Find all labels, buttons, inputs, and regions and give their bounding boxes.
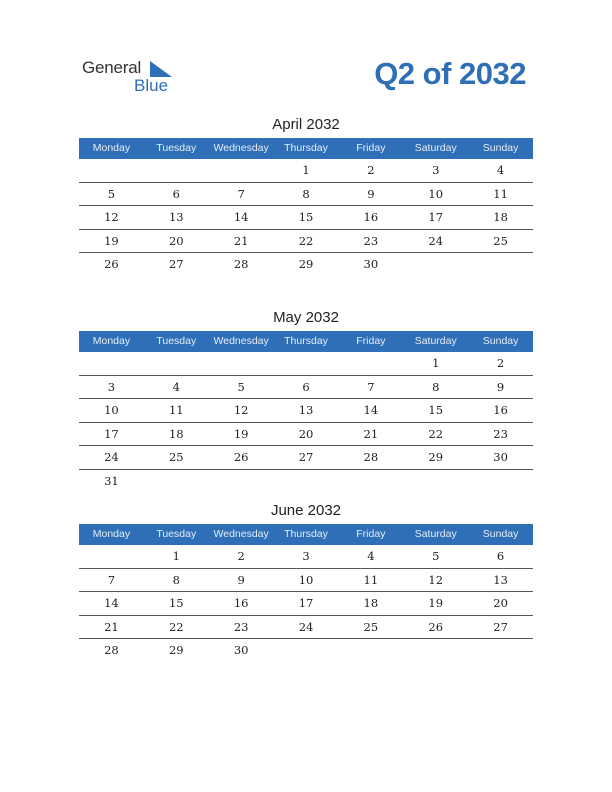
weekday-label: Saturday (414, 142, 457, 154)
week-row (79, 470, 533, 493)
day-cell: 9 (496, 379, 505, 394)
day-cell: 29 (428, 450, 444, 465)
day-cell: 6 (172, 186, 180, 201)
day-cell: 23 (363, 233, 379, 248)
day-cell (144, 352, 209, 375)
weekday-header-row (79, 138, 533, 159)
day-cell (468, 470, 533, 493)
day-cell: 15 (428, 403, 444, 418)
weekday-label: Tuesday (156, 528, 197, 540)
day-cell (338, 639, 403, 662)
day-cell (468, 253, 533, 276)
month-title: May 2032 (273, 309, 339, 326)
day-cell: 4 (496, 163, 505, 177)
day-cell: 2 (237, 549, 245, 563)
day-cell: 25 (168, 450, 184, 465)
day-cell: 31 (104, 473, 119, 488)
weekday-label: Monday (92, 335, 131, 347)
weekday-label: Tuesday (156, 142, 197, 154)
day-cell: 12 (104, 210, 119, 225)
month-title: June 2032 (270, 502, 342, 519)
day-cell: 20 (298, 426, 314, 441)
day-cell: 28 (104, 643, 119, 658)
day-cell: 19 (428, 596, 444, 611)
day-cell: 15 (298, 210, 314, 225)
day-cell: 1 (432, 356, 440, 370)
day-cell: 30 (363, 257, 379, 272)
day-cell: 25 (363, 619, 379, 634)
week-row (79, 569, 533, 593)
day-cell: 11 (493, 186, 508, 201)
day-cell: 22 (298, 233, 314, 248)
day-cell: 27 (298, 450, 314, 465)
week-row (79, 639, 533, 662)
day-cell (338, 470, 403, 493)
weekday-label: Thursday (284, 335, 328, 347)
day-cell: 27 (168, 257, 184, 272)
weekday-header-row (79, 524, 533, 545)
day-cell (338, 352, 403, 375)
day-cell: 30 (493, 450, 508, 465)
day-cell: 7 (367, 379, 375, 394)
day-cell: 6 (496, 549, 505, 563)
day-cell: 1 (302, 163, 310, 177)
day-cell: 20 (493, 596, 508, 611)
week-row (79, 183, 533, 207)
day-cell: 21 (363, 426, 379, 441)
day-cell (79, 159, 144, 182)
day-cell: 20 (168, 233, 184, 248)
month-calendar-june (79, 502, 533, 662)
day-cell: 28 (363, 450, 379, 465)
week-row (79, 423, 533, 447)
weekday-label: Wednesday (213, 142, 269, 154)
week-row (79, 230, 533, 254)
day-cell (79, 352, 144, 375)
page-title: Q2 of 2032 (374, 56, 526, 91)
day-cell: 10 (428, 186, 444, 201)
day-cell: 12 (233, 403, 249, 418)
day-cell: 30 (233, 643, 249, 658)
day-cell: 29 (298, 257, 314, 272)
weekday-label: Friday (356, 335, 386, 347)
day-cell: 22 (428, 426, 444, 441)
day-cell (468, 639, 533, 662)
day-cell: 2 (367, 163, 375, 177)
day-cell: 25 (493, 233, 508, 248)
day-cell: 7 (107, 572, 116, 587)
day-cell: 13 (298, 403, 314, 418)
weekday-label: Tuesday (156, 335, 197, 347)
day-cell: 3 (107, 379, 116, 394)
week-row (79, 446, 533, 470)
day-cell (209, 159, 274, 182)
day-cell: 1 (172, 549, 180, 563)
week-row (79, 399, 533, 423)
brand-logo (82, 58, 182, 98)
month-calendar-may (79, 309, 533, 493)
day-cell: 24 (428, 233, 444, 248)
day-cell: 19 (233, 426, 249, 441)
day-cell: 19 (104, 233, 119, 248)
weekday-label: Monday (92, 142, 131, 154)
day-cell (403, 470, 468, 493)
weekday-label: Thursday (284, 142, 328, 154)
week-row (79, 545, 533, 569)
day-cell: 24 (298, 619, 314, 634)
day-cell: 26 (428, 619, 444, 634)
week-row (79, 159, 533, 183)
day-cell (79, 545, 144, 568)
weekday-label: Wednesday (213, 335, 269, 347)
day-cell: 3 (302, 549, 310, 563)
day-cell: 10 (298, 572, 314, 587)
day-cell: 23 (233, 619, 249, 634)
day-cell: 17 (428, 210, 444, 225)
logo-triangle-icon (150, 61, 172, 77)
week-row (79, 206, 533, 230)
day-cell: 9 (367, 186, 375, 201)
day-cell: 14 (104, 596, 119, 611)
day-cell: 26 (233, 450, 249, 465)
day-cell: 16 (493, 403, 508, 418)
day-cell: 22 (168, 619, 184, 634)
week-row (79, 253, 533, 276)
day-cell: 15 (168, 596, 184, 611)
day-cell: 13 (493, 572, 508, 587)
day-cell: 17 (298, 596, 314, 611)
weekday-header-row (79, 331, 533, 352)
weekday-label: Sunday (482, 142, 519, 154)
day-cell: 7 (237, 186, 245, 201)
day-cell: 12 (428, 572, 444, 587)
day-cell: 4 (172, 379, 180, 394)
day-cell: 18 (363, 596, 379, 611)
weekday-label: Friday (356, 528, 386, 540)
day-cell: 17 (104, 426, 119, 441)
month-calendar-april (79, 116, 533, 276)
weekday-label: Saturday (414, 335, 457, 347)
week-row (79, 376, 533, 400)
day-cell: 5 (237, 379, 245, 394)
day-cell: 18 (493, 210, 508, 225)
day-cell (403, 639, 468, 662)
day-cell: 14 (363, 403, 379, 418)
weekday-label: Sunday (482, 335, 519, 347)
day-cell: 16 (233, 596, 249, 611)
day-cell: 9 (237, 572, 245, 587)
day-cell: 8 (172, 572, 180, 587)
day-cell: 27 (493, 619, 508, 634)
weekday-label: Sunday (482, 528, 519, 540)
day-cell (274, 470, 339, 493)
day-cell: 4 (367, 549, 375, 563)
day-cell (144, 470, 209, 493)
day-cell: 14 (233, 210, 249, 225)
day-cell: 2 (496, 356, 505, 370)
week-row (79, 352, 533, 376)
day-cell: 18 (168, 426, 184, 441)
logo-word-general: General (82, 58, 142, 77)
day-cell: 8 (432, 379, 440, 394)
day-cell (209, 470, 274, 493)
day-cell: 5 (432, 549, 440, 563)
day-cell: 21 (104, 619, 119, 634)
day-cell (403, 253, 468, 276)
day-cell: 13 (168, 210, 184, 225)
week-row (79, 616, 533, 640)
day-cell: 23 (493, 426, 508, 441)
weekday-label: Friday (356, 142, 386, 154)
weekday-label: Monday (92, 528, 131, 540)
weekday-label: Thursday (284, 528, 328, 540)
day-cell: 10 (104, 403, 119, 418)
day-cell: 11 (168, 403, 184, 418)
day-cell (144, 159, 209, 182)
weekday-label: Wednesday (213, 528, 269, 540)
day-cell: 21 (233, 233, 249, 248)
day-cell: 8 (302, 186, 310, 201)
day-cell: 3 (432, 163, 440, 177)
day-cell: 5 (107, 186, 116, 201)
month-title: April 2032 (272, 116, 340, 133)
day-cell: 16 (363, 210, 379, 225)
logo-word-blue: Blue (134, 76, 169, 95)
day-cell: 11 (363, 572, 379, 587)
day-cell (274, 639, 339, 662)
day-cell: 24 (104, 450, 119, 465)
day-cell (209, 352, 274, 375)
weekday-label: Saturday (414, 528, 457, 540)
day-cell: 29 (168, 643, 184, 658)
day-cell: 26 (104, 257, 119, 272)
day-cell (274, 352, 339, 375)
day-cell: 28 (233, 257, 249, 272)
week-row (79, 592, 533, 616)
day-cell: 6 (302, 379, 310, 394)
